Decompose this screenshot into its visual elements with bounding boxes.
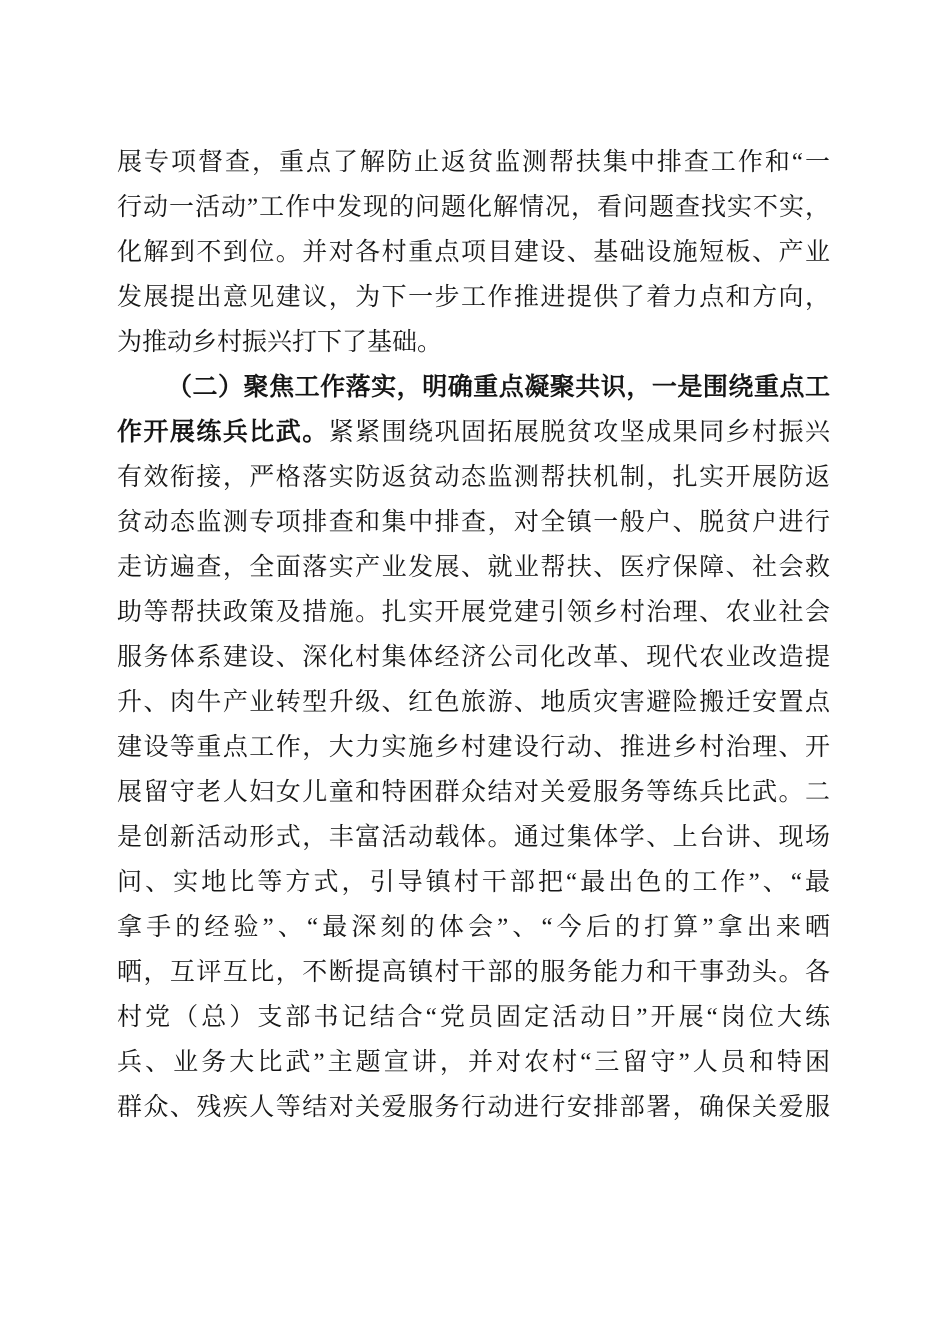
text-line xyxy=(117,500,830,545)
paragraph-2 xyxy=(117,365,830,1130)
paragraph-1 xyxy=(117,140,830,365)
text-segment: 为推动乡村振兴打下了基础。 xyxy=(117,329,443,356)
text-segment: 问、实地比等方式，引导镇村干部把“最出色的工作”、“最 xyxy=(117,869,830,896)
text-segment: 展专项督查，重点了解防止返贫监测帮扶集中排查工作和“一 xyxy=(117,149,830,176)
text-segment: 化解到不到位。并对各村重点项目建设、基础设施短板、产业 xyxy=(117,239,830,266)
text-segment: 贫动态监测专项排查和集中排查，对全镇一般户、脱贫户进行 xyxy=(117,509,830,536)
text-segment: 兵、业务大比武”主题宣讲，并对农村“三留守”人员和特困 xyxy=(117,1049,830,1076)
document-content xyxy=(117,140,830,1130)
text-segment: 群众、残疾人等结对关爱服务行动进行安排部署，确保关爱服 xyxy=(117,1094,830,1121)
text-line xyxy=(117,275,830,320)
text-line xyxy=(117,140,830,185)
text-line xyxy=(117,365,830,410)
text-line xyxy=(117,635,830,680)
bold-text-segment: （二）聚焦工作落实，明确重点凝聚共识，一是围绕重点工 xyxy=(167,374,830,401)
text-line xyxy=(117,410,830,455)
text-line xyxy=(117,680,830,725)
text-segment: 发展提出意见建议，为下一步工作推进提供了着力点和方向， xyxy=(117,284,830,311)
text-line xyxy=(117,230,830,275)
text-segment: 有效衔接，严格落实防返贫动态监测帮扶机制，扎实开展防返 xyxy=(117,464,830,491)
text-line xyxy=(117,725,830,770)
text-segment: 服务体系建设、深化村集体经济公司化改革、现代农业改造提 xyxy=(117,644,830,671)
text-segment: 晒，互评互比，不断提高镇村干部的服务能力和干事劲头。各 xyxy=(117,959,830,986)
text-segment: 是创新活动形式，丰富活动载体。通过集体学、上台讲、现场 xyxy=(117,824,830,851)
text-line xyxy=(117,590,830,635)
text-segment: 升、肉牛产业转型升级、红色旅游、地质灾害避险搬迁安置点 xyxy=(117,689,830,716)
text-line xyxy=(117,770,830,815)
text-segment: 展留守老人妇女儿童和特困群众结对关爱服务等练兵比武。二 xyxy=(117,779,830,806)
text-line xyxy=(117,950,830,995)
text-segment: 行动一活动”工作中发现的问题化解情况，看问题查找实不实， xyxy=(117,194,830,221)
bold-text-segment: 作开展练兵比武。 xyxy=(117,419,329,446)
text-line xyxy=(117,905,830,950)
text-line xyxy=(117,1040,830,1085)
text-segment: 村党（总）支部书记结合“党员固定活动日”开展“岗位大练 xyxy=(117,1004,830,1031)
text-line xyxy=(117,320,830,365)
text-segment: 助等帮扶政策及措施。扎实开展党建引领乡村治理、农业社会 xyxy=(117,599,830,626)
text-line xyxy=(117,1085,830,1130)
text-line xyxy=(117,860,830,905)
text-segment: 走访遍查，全面落实产业发展、就业帮扶、医疗保障、社会救 xyxy=(117,554,830,581)
text-segment: 紧紧围绕巩固拓展脱贫攻坚成果同乡村振兴 xyxy=(328,419,830,446)
text-line xyxy=(117,185,830,230)
text-line xyxy=(117,815,830,860)
text-line xyxy=(117,455,830,500)
text-segment: 建设等重点工作，大力实施乡村建设行动、推进乡村治理、开 xyxy=(117,734,830,761)
text-line xyxy=(117,995,830,1040)
text-line xyxy=(117,545,830,590)
text-segment: 拿手的经验”、“最深刻的体会”、“今后的打算”拿出来晒 xyxy=(117,914,830,941)
